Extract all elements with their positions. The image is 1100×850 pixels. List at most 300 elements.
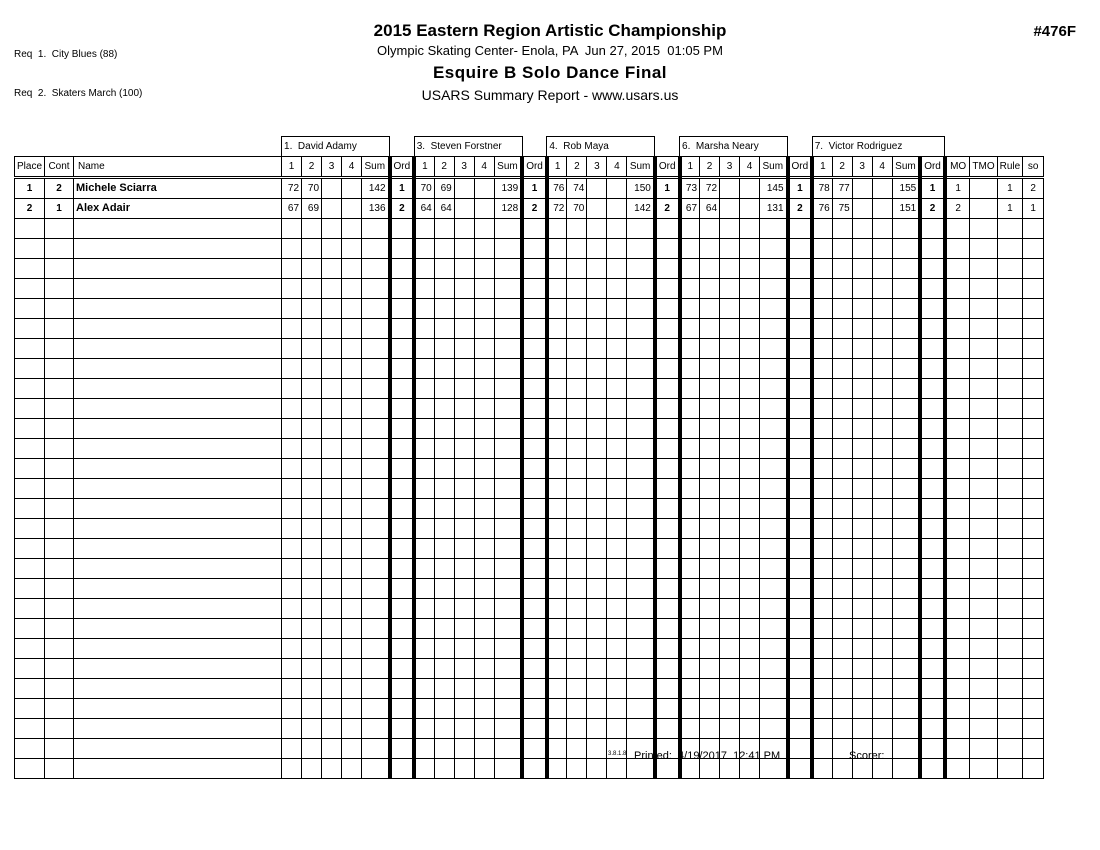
name-cell — [74, 619, 282, 639]
judge-row-spacer — [522, 137, 547, 157]
score-cell — [700, 679, 720, 699]
rule-cell — [997, 239, 1023, 259]
score-cell — [547, 339, 567, 359]
ordinal-cell — [788, 219, 813, 239]
score-cell — [454, 519, 474, 539]
tmo-cell — [970, 499, 997, 519]
cont-cell — [45, 399, 74, 419]
rule-cell — [997, 479, 1023, 499]
score-cell — [302, 339, 322, 359]
score-cell — [587, 399, 607, 419]
score-cell — [322, 639, 342, 659]
judge-row-spacer — [788, 137, 813, 157]
score-cell — [322, 279, 342, 299]
score-cell: 64 — [434, 199, 454, 219]
sum-cell — [362, 259, 390, 279]
score-cell — [720, 719, 740, 739]
score-cell — [872, 219, 892, 239]
ordinal-cell — [390, 719, 415, 739]
score-cell — [454, 479, 474, 499]
judge-header: 6. Marsha Neary — [680, 137, 788, 157]
score-cell — [342, 679, 362, 699]
sum-cell — [760, 639, 788, 659]
empty-row — [15, 659, 1044, 679]
score-cell — [720, 359, 740, 379]
score-cell — [302, 439, 322, 459]
score-cell: 69 — [302, 199, 322, 219]
ordinal-cell — [655, 219, 680, 239]
sum-cell: 136 — [362, 199, 390, 219]
sum-cell — [362, 479, 390, 499]
sum-cell — [362, 299, 390, 319]
score-cell — [302, 499, 322, 519]
tmo-cell — [970, 439, 997, 459]
tmo-cell — [970, 299, 997, 319]
mo-cell: 1 — [945, 178, 970, 199]
score-cell — [282, 539, 302, 559]
mo-cell — [945, 519, 970, 539]
score-cell — [454, 679, 474, 699]
cont-cell — [45, 579, 74, 599]
mo-cell — [945, 479, 970, 499]
score-cell — [872, 359, 892, 379]
rule-cell — [997, 219, 1023, 239]
empty-row — [15, 339, 1044, 359]
ordinal-cell — [655, 259, 680, 279]
score-cell — [434, 519, 454, 539]
ordinal-cell — [655, 419, 680, 439]
score-cell — [474, 619, 494, 639]
place-cell — [15, 639, 45, 659]
col-header-sum: Sum — [760, 157, 788, 178]
col-header-2: 2 — [302, 157, 322, 178]
tmo-cell — [970, 219, 997, 239]
sum-cell — [760, 259, 788, 279]
sum-cell — [494, 539, 522, 559]
score-cell — [852, 559, 872, 579]
sum-cell — [362, 539, 390, 559]
score-cell — [587, 199, 607, 219]
sum-cell — [627, 619, 655, 639]
sum-cell — [494, 419, 522, 439]
score-cell: 73 — [680, 178, 700, 199]
mo-cell — [945, 499, 970, 519]
score-cell — [852, 199, 872, 219]
score-cell — [872, 619, 892, 639]
score-cell — [567, 379, 587, 399]
score-cell — [700, 459, 720, 479]
score-cell — [720, 299, 740, 319]
tmo-cell — [970, 379, 997, 399]
score-cell — [302, 599, 322, 619]
score-cell — [342, 219, 362, 239]
score-cell — [607, 579, 627, 599]
rule-cell — [997, 399, 1023, 419]
score-cell — [812, 259, 832, 279]
sum-cell — [892, 499, 920, 519]
score-cell — [567, 299, 587, 319]
score-cell — [342, 579, 362, 599]
cont-cell — [45, 559, 74, 579]
score-cell — [474, 659, 494, 679]
score-cell — [454, 659, 474, 679]
ordinal-cell — [655, 539, 680, 559]
score-cell — [587, 479, 607, 499]
sum-cell — [760, 679, 788, 699]
score-cell — [302, 239, 322, 259]
score-cell — [607, 319, 627, 339]
score-cell — [812, 439, 832, 459]
ordinal-cell — [788, 539, 813, 559]
score-cell — [302, 279, 322, 299]
sum-cell — [494, 519, 522, 539]
score-cell — [872, 679, 892, 699]
score-cell — [474, 279, 494, 299]
score-cell — [434, 439, 454, 459]
score-cell — [454, 439, 474, 459]
ordinal-cell — [522, 719, 547, 739]
score-cell — [474, 579, 494, 599]
score-cell — [812, 499, 832, 519]
sum-cell — [362, 499, 390, 519]
so-cell — [1023, 399, 1044, 419]
ordinal-cell — [788, 419, 813, 439]
sum-cell — [892, 519, 920, 539]
score-cell — [454, 178, 474, 199]
score-cell — [567, 539, 587, 559]
cont-cell — [45, 659, 74, 679]
ordinal-cell — [522, 419, 547, 439]
score-cell — [454, 599, 474, 619]
rule-cell — [997, 299, 1023, 319]
score-cell — [547, 459, 567, 479]
score-cell — [454, 359, 474, 379]
score-cell — [720, 519, 740, 539]
score-cell — [302, 219, 322, 239]
sum-cell — [494, 239, 522, 259]
score-cell — [434, 219, 454, 239]
score-cell — [302, 379, 322, 399]
sum-cell — [892, 399, 920, 419]
score-cell — [700, 259, 720, 279]
score-cell — [607, 279, 627, 299]
score-cell — [414, 219, 434, 239]
ordinal-cell — [788, 519, 813, 539]
score-cell — [700, 619, 720, 639]
score-cell — [414, 679, 434, 699]
sum-cell — [760, 219, 788, 239]
score-cell — [454, 419, 474, 439]
score-cell — [282, 259, 302, 279]
so-cell — [1023, 459, 1044, 479]
sum-cell — [362, 699, 390, 719]
score-cell — [680, 439, 700, 459]
ordinal-cell — [655, 379, 680, 399]
sum-cell — [760, 659, 788, 679]
sum-cell — [892, 699, 920, 719]
score-cell — [740, 419, 760, 439]
score-cell — [607, 699, 627, 719]
score-cell — [547, 719, 567, 739]
score-cell — [322, 339, 342, 359]
tmo-cell — [970, 579, 997, 599]
place-cell — [15, 279, 45, 299]
score-cell — [872, 339, 892, 359]
score-cell — [852, 439, 872, 459]
score-cell — [740, 239, 760, 259]
score-cell: 67 — [680, 199, 700, 219]
col-header-3: 3 — [322, 157, 342, 178]
score-cell — [740, 659, 760, 679]
score-cell — [474, 399, 494, 419]
score-cell — [282, 219, 302, 239]
score-cell — [322, 599, 342, 619]
score-cell — [322, 419, 342, 439]
score-cell — [454, 319, 474, 339]
judge-header: 7. Victor Rodriguez — [812, 137, 945, 157]
score-cell — [454, 219, 474, 239]
score-cell — [812, 299, 832, 319]
ordinal-cell — [522, 299, 547, 319]
score-cell — [607, 339, 627, 359]
score-cell — [414, 699, 434, 719]
score-cell — [302, 519, 322, 539]
ordinal-cell — [920, 579, 945, 599]
col-header-1: 1 — [282, 157, 302, 178]
score-cell — [680, 379, 700, 399]
score-cell — [852, 719, 872, 739]
cont-cell — [45, 619, 74, 639]
ordinal-cell — [390, 559, 415, 579]
tmo-cell — [970, 279, 997, 299]
col-header-3: 3 — [852, 157, 872, 178]
sum-cell — [627, 719, 655, 739]
ordinal-cell — [522, 619, 547, 639]
ordinal-cell — [920, 679, 945, 699]
ordinal-cell — [920, 219, 945, 239]
ordinal-cell — [655, 499, 680, 519]
score-cell — [852, 359, 872, 379]
ordinal-cell — [788, 239, 813, 259]
rule-cell — [997, 599, 1023, 619]
empty-row — [15, 219, 1044, 239]
name-cell: Michele Sciarra — [74, 178, 282, 199]
score-cell — [872, 639, 892, 659]
score-cell — [567, 619, 587, 639]
score-cell — [414, 479, 434, 499]
score-cell — [414, 639, 434, 659]
score-cell: 72 — [700, 178, 720, 199]
ordinal-cell — [655, 399, 680, 419]
ordinal-cell — [655, 339, 680, 359]
col-header-3: 3 — [587, 157, 607, 178]
empty-row — [15, 359, 1044, 379]
score-cell — [812, 659, 832, 679]
score-cell — [852, 399, 872, 419]
sum-cell — [627, 339, 655, 359]
sum-cell — [627, 599, 655, 619]
place-cell — [15, 599, 45, 619]
score-cell — [720, 639, 740, 659]
sum-cell: 142 — [362, 178, 390, 199]
score-cell — [474, 599, 494, 619]
score-cell — [740, 719, 760, 739]
tmo-cell — [970, 539, 997, 559]
score-cell — [872, 599, 892, 619]
score-cell — [414, 459, 434, 479]
score-cell — [872, 539, 892, 559]
mo-cell — [945, 399, 970, 419]
score-cell — [302, 359, 322, 379]
mo-cell — [945, 459, 970, 479]
sum-cell — [362, 659, 390, 679]
cont-cell — [45, 279, 74, 299]
col-header-ord: Ord — [655, 157, 680, 178]
place-cell — [15, 339, 45, 359]
score-cell — [740, 619, 760, 639]
mo-cell — [945, 299, 970, 319]
ordinal-cell: 1 — [655, 178, 680, 199]
score-cell — [434, 279, 454, 299]
so-cell — [1023, 259, 1044, 279]
score-cell — [587, 719, 607, 739]
so-cell — [1023, 659, 1044, 679]
score-cell — [414, 499, 434, 519]
score-cell — [342, 339, 362, 359]
ordinal-cell — [788, 559, 813, 579]
ordinal-cell — [522, 379, 547, 399]
ordinal-cell — [655, 719, 680, 739]
col-header-4: 4 — [740, 157, 760, 178]
score-cell — [607, 178, 627, 199]
score-cell — [587, 419, 607, 439]
score-cell — [700, 239, 720, 259]
score-cell — [852, 259, 872, 279]
score-cell — [740, 599, 760, 619]
score-cell — [302, 619, 322, 639]
sum-cell — [362, 519, 390, 539]
score-cell — [567, 339, 587, 359]
sum-cell — [760, 539, 788, 559]
tmo-cell — [970, 719, 997, 739]
score-cell — [322, 559, 342, 579]
score-cell — [282, 719, 302, 739]
ordinal-cell — [920, 419, 945, 439]
cont-cell — [45, 459, 74, 479]
score-cell — [547, 679, 567, 699]
ordinal-cell: 1 — [788, 178, 813, 199]
empty-row — [15, 379, 1044, 399]
score-cell — [547, 599, 567, 619]
tmo-cell — [970, 659, 997, 679]
score-cell — [740, 219, 760, 239]
ordinal-cell — [522, 539, 547, 559]
cont-cell — [45, 219, 74, 239]
ordinal-cell — [655, 319, 680, 339]
so-cell — [1023, 439, 1044, 459]
cont-cell — [45, 539, 74, 559]
score-cell — [567, 659, 587, 679]
score-cell — [342, 279, 362, 299]
score-cell — [680, 579, 700, 599]
so-cell — [1023, 719, 1044, 739]
score-cell — [547, 639, 567, 659]
ordinal-cell — [655, 459, 680, 479]
name-cell — [74, 539, 282, 559]
ordinal-cell — [920, 559, 945, 579]
championship-title: 2015 Eastern Region Artistic Championship — [373, 21, 727, 40]
sum-cell — [892, 379, 920, 399]
sum-cell — [892, 419, 920, 439]
score-cell — [434, 299, 454, 319]
score-cell — [720, 339, 740, 359]
sum-cell — [362, 379, 390, 399]
score-cell — [872, 319, 892, 339]
score-cell — [607, 459, 627, 479]
score-cell — [872, 559, 892, 579]
name-cell — [74, 579, 282, 599]
ordinal-cell — [390, 679, 415, 699]
score-cell — [282, 659, 302, 679]
ordinal-cell — [390, 359, 415, 379]
rule-cell — [997, 459, 1023, 479]
score-cell — [852, 659, 872, 679]
score-cell — [322, 719, 342, 739]
ordinal-cell — [788, 639, 813, 659]
score-cell — [474, 219, 494, 239]
score-cell — [434, 419, 454, 439]
score-cell — [547, 619, 567, 639]
score-cell — [832, 479, 852, 499]
rule-cell — [997, 339, 1023, 359]
score-cell — [680, 679, 700, 699]
score-cell — [740, 178, 760, 199]
sum-cell — [494, 459, 522, 479]
judge-row-spacer — [15, 137, 282, 157]
score-cell — [740, 339, 760, 359]
score-cell — [342, 619, 362, 639]
so-cell — [1023, 499, 1044, 519]
empty-row — [15, 259, 1044, 279]
rule-cell — [997, 679, 1023, 699]
so-cell — [1023, 479, 1044, 499]
score-cell — [872, 699, 892, 719]
score-cell — [700, 599, 720, 619]
sum-cell — [627, 459, 655, 479]
col-header-ord: Ord — [920, 157, 945, 178]
score-cell — [587, 219, 607, 239]
empty-row — [15, 299, 1044, 319]
score-cell — [454, 539, 474, 559]
score-cell — [852, 178, 872, 199]
score-cell — [607, 479, 627, 499]
score-cell — [832, 259, 852, 279]
ordinal-cell — [788, 379, 813, 399]
score-cell — [322, 319, 342, 339]
score-cell — [282, 399, 302, 419]
score-cell — [607, 619, 627, 639]
so-cell — [1023, 519, 1044, 539]
place-cell — [15, 439, 45, 459]
score-cell — [872, 399, 892, 419]
sum-cell — [892, 279, 920, 299]
score-cell — [852, 679, 872, 699]
sum-cell — [892, 239, 920, 259]
name-cell — [74, 479, 282, 499]
score-cell — [474, 479, 494, 499]
score-cell — [720, 178, 740, 199]
name-cell — [74, 519, 282, 539]
